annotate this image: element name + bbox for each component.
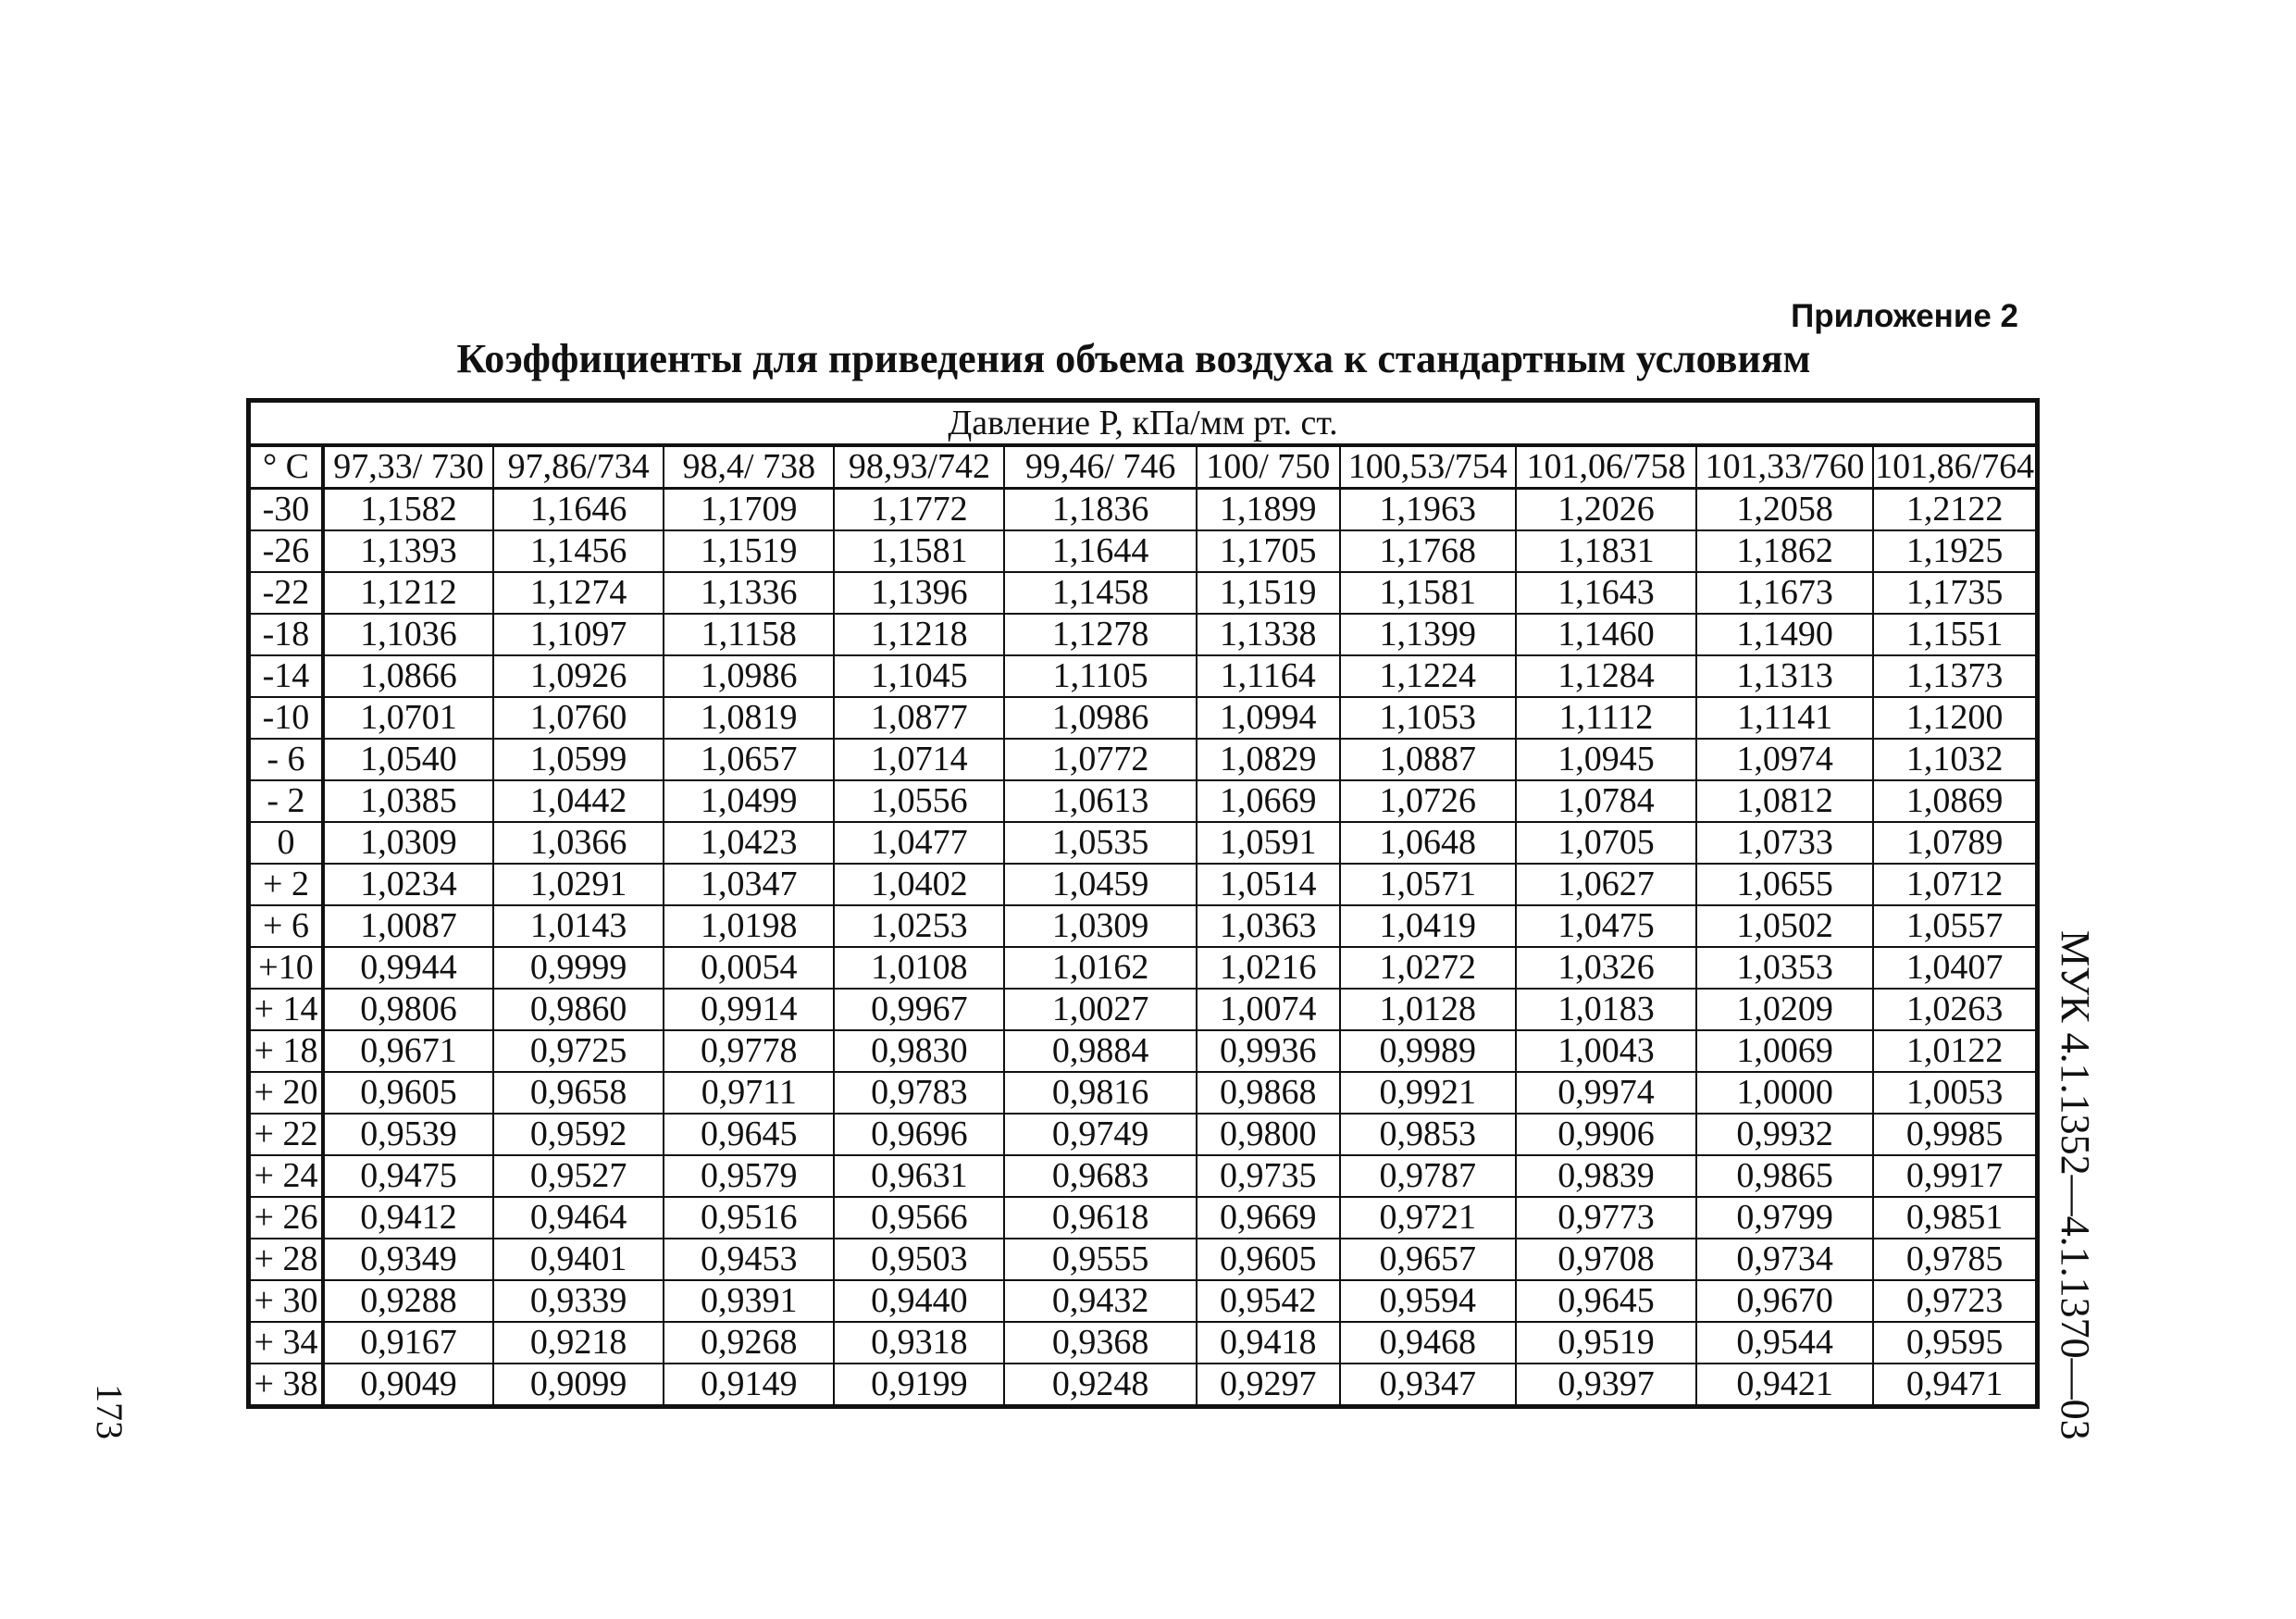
coefficient-cell: 1,1519	[664, 530, 834, 572]
coefficient-cell: 1,0557	[1873, 905, 2037, 947]
coefficient-cell: 0,9830	[834, 1030, 1004, 1072]
coefficient-cell: 1,0877	[834, 697, 1004, 739]
coefficient-cell: 0,9453	[664, 1239, 834, 1280]
coefficient-cell: 0,9631	[834, 1155, 1004, 1197]
coefficient-cell: 1,0216	[1197, 947, 1340, 989]
temperature-cell: + 26	[249, 1197, 323, 1239]
coefficient-cell: 0,9974	[1516, 1072, 1696, 1114]
coefficient-cell: 1,0263	[1873, 989, 2037, 1030]
coefficient-cell: 1,0363	[1197, 905, 1340, 947]
coefficient-cell: 1,0714	[834, 739, 1004, 780]
coefficient-cell: 1,1032	[1873, 739, 2037, 780]
coefficient-cell: 0,9787	[1340, 1155, 1516, 1197]
coefficient-cell: 1,0760	[493, 697, 664, 739]
table-row	[249, 655, 2038, 697]
coefficient-cell: 0,9711	[664, 1072, 834, 1114]
coefficient-cell: 1,1581	[1340, 572, 1516, 614]
coefficient-cell: 1,1313	[1696, 655, 1873, 697]
coefficient-cell: 0,9906	[1516, 1114, 1696, 1155]
coefficient-cell: 0,9049	[323, 1364, 493, 1407]
coefficient-cell: 0,9723	[1873, 1280, 2037, 1322]
coefficient-cell: 1,1705	[1197, 530, 1340, 572]
coefficient-cell: 0,9527	[493, 1155, 664, 1197]
coefficient-cell: 0,9914	[664, 989, 834, 1030]
coefficient-cell: 0,9248	[1004, 1364, 1196, 1407]
coefficient-cell: 1,0599	[493, 739, 664, 780]
coefficient-cell: 1,0326	[1516, 947, 1696, 989]
coefficient-cell: 1,0402	[834, 864, 1004, 905]
table-row	[249, 905, 2038, 947]
coefficient-cell: 1,1456	[493, 530, 664, 572]
coefficient-cell: 0,9555	[1004, 1239, 1196, 1280]
coefficient-cell: 0,9605	[323, 1072, 493, 1114]
table-row	[249, 572, 2038, 614]
coefficient-cell: 1,0347	[664, 864, 834, 905]
coefficient-cell: 1,1643	[1516, 572, 1696, 614]
coefficient-cell: 1,0648	[1340, 822, 1516, 864]
temperature-cell: -26	[249, 530, 323, 572]
coefficient-cell: 1,0669	[1197, 780, 1340, 822]
coefficient-cell: 1,1644	[1004, 530, 1196, 572]
coefficient-cell: 1,0866	[323, 655, 493, 697]
pressure-column-header: 100,53/754	[1340, 445, 1516, 489]
coefficient-cell: 1,1112	[1516, 697, 1696, 739]
coefficient-cell: 0,9595	[1873, 1322, 2037, 1364]
coefficient-cell: 0,9645	[1516, 1280, 1696, 1322]
table-row	[249, 1239, 2038, 1280]
coefficient-cell: 0,9199	[834, 1364, 1004, 1407]
temperature-cell: + 28	[249, 1239, 323, 1280]
temperature-cell: 0	[249, 822, 323, 864]
page-number: 173	[89, 1384, 130, 1439]
coefficient-cell: 1,2058	[1696, 489, 1873, 531]
temperature-cell: -22	[249, 572, 323, 614]
coefficient-cell: 1,1735	[1873, 572, 2037, 614]
coefficient-cell: 1,1218	[834, 614, 1004, 655]
coefficient-cell: 1,0701	[323, 697, 493, 739]
coefficient-cell: 1,0829	[1197, 739, 1340, 780]
pressure-column-header: 101,33/760	[1696, 445, 1873, 489]
pressure-column-header: 99,46/ 746	[1004, 445, 1196, 489]
coefficient-cell: 1,1490	[1696, 614, 1873, 655]
coefficient-cell: 1,0000	[1696, 1072, 1873, 1114]
temperature-cell: + 24	[249, 1155, 323, 1197]
coefficient-cell: 0,9799	[1696, 1197, 1873, 1239]
temperature-cell: -10	[249, 697, 323, 739]
coefficient-cell: 1,1373	[1873, 655, 2037, 697]
coefficient-cell: 0,9721	[1340, 1197, 1516, 1239]
coefficient-cell: 1,0459	[1004, 864, 1196, 905]
coefficient-cell: 1,0869	[1873, 780, 2037, 822]
coefficient-cell: 0,9288	[323, 1280, 493, 1322]
coefficient-cell: 1,0627	[1516, 864, 1696, 905]
coefficient-cell: 0,9683	[1004, 1155, 1196, 1197]
table-row	[249, 822, 2038, 864]
coefficient-cell: 1,0591	[1197, 822, 1340, 864]
table-row	[249, 1155, 2038, 1197]
pressure-column-header: 97,86/734	[493, 445, 664, 489]
coefficient-cell: 0,9318	[834, 1322, 1004, 1364]
coefficient-cell: 1,0705	[1516, 822, 1696, 864]
units-header-row	[249, 445, 2038, 489]
coefficient-cell: 1,0069	[1696, 1030, 1873, 1072]
coefficient-cell: 1,1582	[323, 489, 493, 531]
page-title: Коэффициенты для приведения объема воздуха к стандартным условиям	[456, 336, 1811, 381]
coefficient-cell: 0,9868	[1197, 1072, 1340, 1114]
coefficient-cell: 0,9592	[493, 1114, 664, 1155]
temperature-cell: + 18	[249, 1030, 323, 1072]
coefficient-cell: 1,0027	[1004, 989, 1196, 1030]
coefficient-cell: 1,1458	[1004, 572, 1196, 614]
temperature-cell: -30	[249, 489, 323, 531]
coefficient-cell: 1,0571	[1340, 864, 1516, 905]
coefficient-cell: 0,9418	[1197, 1322, 1340, 1364]
coefficient-cell: 1,0198	[664, 905, 834, 947]
coefficient-cell: 0,9865	[1696, 1155, 1873, 1197]
coefficient-cell: 1,1338	[1197, 614, 1340, 655]
coefficient-cell: 0,9618	[1004, 1197, 1196, 1239]
coefficient-cell: 0,9967	[834, 989, 1004, 1030]
coefficient-cell: 1,0945	[1516, 739, 1696, 780]
temperature-cell: + 14	[249, 989, 323, 1030]
table-row	[249, 530, 2038, 572]
coefficient-cell: 0,9516	[664, 1197, 834, 1239]
temperature-cell: -18	[249, 614, 323, 655]
coefficient-cell: 0,9149	[664, 1364, 834, 1407]
coefficient-cell: 1,1200	[1873, 697, 2037, 739]
coefficient-cell: 1,1036	[323, 614, 493, 655]
coefficient-cell: 0,9339	[493, 1280, 664, 1322]
coefficient-cell: 0,9671	[323, 1030, 493, 1072]
coefficient-cell: 0,9785	[1873, 1239, 2037, 1280]
coefficient-cell: 1,0162	[1004, 947, 1196, 989]
coefficient-cell: 1,0209	[1696, 989, 1873, 1030]
table-row	[249, 1114, 2038, 1155]
table-row	[249, 989, 2038, 1030]
coefficient-cell: 1,1393	[323, 530, 493, 572]
table-row	[249, 1322, 2038, 1364]
coefficient-cell: 1,0419	[1340, 905, 1516, 947]
coefficient-cell: 0,9800	[1197, 1114, 1340, 1155]
coefficient-cell: 1,0143	[493, 905, 664, 947]
pressure-header-row	[249, 401, 2038, 446]
coefficient-cell: 0,9167	[323, 1322, 493, 1364]
coefficient-cell: 1,0442	[493, 780, 664, 822]
coefficient-cell: 0,9839	[1516, 1155, 1696, 1197]
coefficient-cell: 1,0477	[834, 822, 1004, 864]
table-row	[249, 614, 2038, 655]
coefficient-cell: 0,9884	[1004, 1030, 1196, 1072]
table-row	[249, 780, 2038, 822]
temperature-cell: + 22	[249, 1114, 323, 1155]
coefficient-cell: 1,0887	[1340, 739, 1516, 780]
coefficient-cell: 1,0540	[323, 739, 493, 780]
coefficient-cell: 0,9773	[1516, 1197, 1696, 1239]
coefficient-cell: 1,1768	[1340, 530, 1516, 572]
temperature-cell: + 34	[249, 1322, 323, 1364]
coefficient-cell: 1,1097	[493, 614, 664, 655]
coefficient-cell: 0,9368	[1004, 1322, 1196, 1364]
coefficient-cell: 1,1284	[1516, 655, 1696, 697]
coefficient-cell: 1,1772	[834, 489, 1004, 531]
coefficient-cell: 1,0475	[1516, 905, 1696, 947]
coefficient-cell: 0,9566	[834, 1197, 1004, 1239]
coefficient-cell: 0,9412	[323, 1197, 493, 1239]
coefficient-cell: 0,9349	[323, 1239, 493, 1280]
coefficient-cell: 0,9657	[1340, 1239, 1516, 1280]
coefficient-cell: 1,0309	[323, 822, 493, 864]
coefficient-cell: 1,1963	[1340, 489, 1516, 531]
coefficient-cell: 0,9917	[1873, 1155, 2037, 1197]
coefficient-cell: 0,9440	[834, 1280, 1004, 1322]
coefficient-cell: 1,0108	[834, 947, 1004, 989]
table-row	[249, 864, 2038, 905]
coefficient-cell: 0,9391	[664, 1280, 834, 1322]
coefficient-cell: 1,0514	[1197, 864, 1340, 905]
coefficient-cell: 1,1925	[1873, 530, 2037, 572]
coefficient-cell: 1,1673	[1696, 572, 1873, 614]
table-row	[249, 739, 2038, 780]
coefficient-cell: 0,9421	[1696, 1364, 1873, 1407]
coefficient-cell: 1,0613	[1004, 780, 1196, 822]
coefficient-cell: 0,9853	[1340, 1114, 1516, 1155]
coefficient-cell: 0,9268	[664, 1322, 834, 1364]
document-code: МУК 4.1.1352—4.1.1370—03	[2053, 930, 2098, 1440]
coefficient-cell: 0,9708	[1516, 1239, 1696, 1280]
coefficient-cell: 1,0407	[1873, 947, 2037, 989]
coefficient-cell: 1,0994	[1197, 697, 1340, 739]
pressure-column-header: 101,06/758	[1516, 445, 1696, 489]
coefficient-cell: 1,0366	[493, 822, 664, 864]
coefficient-cell: 1,0657	[664, 739, 834, 780]
coefficient-cell: 0,9816	[1004, 1072, 1196, 1114]
temperature-cell: + 2	[249, 864, 323, 905]
coefficient-cell: 0,9464	[493, 1197, 664, 1239]
coefficient-cell: 1,0819	[664, 697, 834, 739]
pressure-column-header: 101,86/764	[1873, 445, 2037, 489]
pressure-column-header: 98,4/ 738	[664, 445, 834, 489]
coefficient-cell: 1,1053	[1340, 697, 1516, 739]
table-row	[249, 1197, 2038, 1239]
coefficient-cell: 1,0272	[1340, 947, 1516, 989]
coefficient-cell: 0,9401	[493, 1239, 664, 1280]
coefficient-cell: 1,0122	[1873, 1030, 2037, 1072]
coefficient-cell: 0,9645	[664, 1114, 834, 1155]
coefficient-cell: 1,0812	[1696, 780, 1873, 822]
coefficient-cell: 0,9860	[493, 989, 664, 1030]
coefficient-cell: 0,9985	[1873, 1114, 2037, 1155]
coefficient-cell: 1,1336	[664, 572, 834, 614]
coefficient-cell: 1,2026	[1516, 489, 1696, 531]
coefficient-cell: 0,9749	[1004, 1114, 1196, 1155]
coefficient-cell: 1,1399	[1340, 614, 1516, 655]
table-row	[249, 489, 2038, 531]
coefficient-cell: 1,1519	[1197, 572, 1340, 614]
coefficient-cell: 1,0556	[834, 780, 1004, 822]
coefficient-cell: 1,1709	[664, 489, 834, 531]
pressure-column-header: 98,93/742	[834, 445, 1004, 489]
coefficient-cell: 1,1831	[1516, 530, 1696, 572]
temperature-cell: +10	[249, 947, 323, 989]
coefficient-cell: 0,9932	[1696, 1114, 1873, 1155]
coefficient-cell: 1,0074	[1197, 989, 1340, 1030]
coefficient-cell: 0,9519	[1516, 1322, 1696, 1364]
temperature-cell: - 2	[249, 780, 323, 822]
coefficient-cell: 0,9468	[1340, 1322, 1516, 1364]
coefficient-cell: 1,0655	[1696, 864, 1873, 905]
coefficient-cell: 1,1862	[1696, 530, 1873, 572]
appendix-label: Приложение 2	[1791, 298, 2018, 334]
coefficient-cell: 0,9778	[664, 1030, 834, 1072]
coefficient-cell: 0,9503	[834, 1239, 1004, 1280]
temperature-cell: - 6	[249, 739, 323, 780]
coefficient-cell: 1,1212	[323, 572, 493, 614]
coefficient-cell: 0,9783	[834, 1072, 1004, 1114]
coefficient-cell: 1,1274	[493, 572, 664, 614]
coefficient-cell: 0,9944	[323, 947, 493, 989]
coefficient-cell: 1,0726	[1340, 780, 1516, 822]
coefficient-cell: 0,9999	[493, 947, 664, 989]
temperature-cell: + 30	[249, 1280, 323, 1322]
coefficient-cell: 1,0974	[1696, 739, 1873, 780]
coefficient-cell: 1,1164	[1197, 655, 1340, 697]
coefficient-cell: 1,1460	[1516, 614, 1696, 655]
coefficient-cell: 0,9806	[323, 989, 493, 1030]
coefficient-cell: 0,9734	[1696, 1239, 1873, 1280]
coefficient-cell: 0,9542	[1197, 1280, 1340, 1322]
coefficient-cell: 0,9735	[1197, 1155, 1340, 1197]
coefficient-cell: 1,1396	[834, 572, 1004, 614]
coefficient-cell: 1,1646	[493, 489, 664, 531]
coefficient-cell: 0,9471	[1873, 1364, 2037, 1407]
coefficient-cell: 0,9297	[1197, 1364, 1340, 1407]
coefficient-cell: 1,0986	[664, 655, 834, 697]
pressure-column-header: 97,33/ 730	[323, 445, 493, 489]
coefficient-cell: 1,1045	[834, 655, 1004, 697]
coefficient-cell: 0,9989	[1340, 1030, 1516, 1072]
coefficient-cell: 1,0053	[1873, 1072, 2037, 1114]
coefficient-cell: 1,1278	[1004, 614, 1196, 655]
coefficient-cell: 1,0043	[1516, 1030, 1696, 1072]
coefficient-cell: 0,9594	[1340, 1280, 1516, 1322]
coefficient-cell: 0,9658	[493, 1072, 664, 1114]
coefficient-cell: 1,0253	[834, 905, 1004, 947]
coefficient-cell: 1,0789	[1873, 822, 2037, 864]
coefficient-cell: 1,1105	[1004, 655, 1196, 697]
coefficient-cell: 0,9544	[1696, 1322, 1873, 1364]
pressure-column-header: 100/ 750	[1197, 445, 1340, 489]
coefficient-cell: 0,9475	[323, 1155, 493, 1197]
coefficient-cell: 0,9579	[664, 1155, 834, 1197]
coefficients-table	[246, 398, 2040, 1409]
coefficient-cell: 1,0183	[1516, 989, 1696, 1030]
coefficient-cell: 1,0385	[323, 780, 493, 822]
table-row	[249, 697, 2038, 739]
table-row	[249, 1364, 2038, 1407]
coefficient-cell: 1,1158	[664, 614, 834, 655]
coefficient-cell: 1,0784	[1516, 780, 1696, 822]
coefficient-cell: 1,0926	[493, 655, 664, 697]
coefficient-cell: 0,9851	[1873, 1197, 2037, 1239]
coefficient-cell: 0,9696	[834, 1114, 1004, 1155]
coefficient-cell: 0,9936	[1197, 1030, 1340, 1072]
coefficient-cell: 1,0733	[1696, 822, 1873, 864]
coefficient-cell: 0,9725	[493, 1030, 664, 1072]
coefficient-cell: 0,9218	[493, 1322, 664, 1364]
coefficient-cell: 1,0234	[323, 864, 493, 905]
coefficient-cell: 1,2122	[1873, 489, 2037, 531]
coefficient-cell: 1,0087	[323, 905, 493, 947]
coefficient-cell: 1,1581	[834, 530, 1004, 572]
table-body	[249, 489, 2038, 1407]
table-row	[249, 1072, 2038, 1114]
coefficient-cell: 0,9669	[1197, 1197, 1340, 1239]
coefficient-cell: 1,1141	[1696, 697, 1873, 739]
temperature-cell: -14	[249, 655, 323, 697]
coefficient-cell: 0,9397	[1516, 1364, 1696, 1407]
coefficient-cell: 1,1224	[1340, 655, 1516, 697]
coefficient-cell: 0,9921	[1340, 1072, 1516, 1114]
temperature-cell: + 38	[249, 1364, 323, 1407]
temperature-header: ° C	[249, 445, 323, 489]
coefficient-cell: 1,1551	[1873, 614, 2037, 655]
coefficient-cell: 1,0499	[664, 780, 834, 822]
table-row	[249, 947, 2038, 989]
coefficient-cell: 1,0772	[1004, 739, 1196, 780]
coefficient-cell: 1,0712	[1873, 864, 2037, 905]
coefficient-cell: 0,9432	[1004, 1280, 1196, 1322]
coefficient-cell: 1,0502	[1696, 905, 1873, 947]
table-row	[249, 1030, 2038, 1072]
coefficient-cell: 1,1836	[1004, 489, 1196, 531]
coefficient-cell: 0,9347	[1340, 1364, 1516, 1407]
coefficient-cell: 0,9605	[1197, 1239, 1340, 1280]
table-row	[249, 1280, 2038, 1322]
coefficient-cell: 1,0986	[1004, 697, 1196, 739]
pressure-header: Давление P, кПа/мм рт. ст.	[249, 401, 2038, 446]
coefficient-cell: 1,0291	[493, 864, 664, 905]
coefficient-cell: 0,9539	[323, 1114, 493, 1155]
coefficient-cell: 1,0535	[1004, 822, 1196, 864]
coefficient-cell: 1,0309	[1004, 905, 1196, 947]
coefficient-cell: 0,9670	[1696, 1280, 1873, 1322]
coefficient-cell: 1,1899	[1197, 489, 1340, 531]
coefficient-cell: 1,0423	[664, 822, 834, 864]
temperature-cell: + 20	[249, 1072, 323, 1114]
coefficient-cell: 1,0128	[1340, 989, 1516, 1030]
coefficient-cell: 0,9099	[493, 1364, 664, 1407]
coefficient-cell: 0,0054	[664, 947, 834, 989]
temperature-cell: + 6	[249, 905, 323, 947]
coefficient-cell: 1,0353	[1696, 947, 1873, 989]
